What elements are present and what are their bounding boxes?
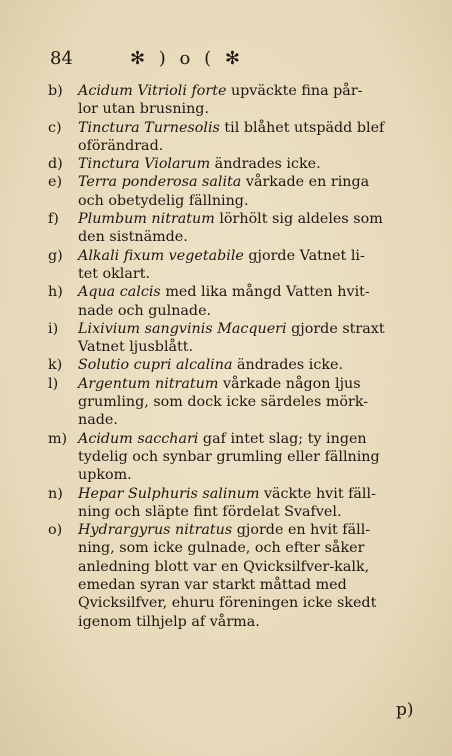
entry-text: Vatnet ljusblått. bbox=[78, 339, 194, 356]
entry-text: upväckte fina pår- bbox=[226, 83, 363, 99]
entry-text: oförändrad. bbox=[78, 137, 164, 154]
entry-list bbox=[48, 82, 428, 631]
entry-text: lor utan brusning. bbox=[78, 101, 210, 118]
latin-reagent: Solutio cupri alcalina bbox=[78, 357, 233, 374]
list-item bbox=[48, 155, 428, 173]
entry-text: gjorde straxt bbox=[286, 320, 385, 337]
entry-letter: l) bbox=[48, 375, 59, 392]
entry-letter: b) bbox=[48, 83, 63, 99]
list-item bbox=[48, 521, 428, 631]
running-head-ornament: ✻ ) o ( ✻ bbox=[130, 48, 244, 69]
entry-text: ändrades icke. bbox=[232, 357, 344, 374]
entry-text: upkom. bbox=[78, 467, 132, 484]
entry-letter: o) bbox=[48, 522, 63, 539]
list-item bbox=[48, 247, 428, 284]
entry-letter: g) bbox=[48, 247, 63, 264]
entry-letter: n) bbox=[48, 485, 63, 502]
entry-text: ning, som icke gulnade, och efter såker bbox=[78, 540, 365, 557]
entry-text: ändrades icke. bbox=[210, 156, 321, 173]
entry-text: vårkade en ringa bbox=[241, 174, 370, 191]
entry-text: gaf intet slag; ty ingen bbox=[198, 430, 367, 447]
entry-text: gjorde en hvit fäll- bbox=[232, 522, 371, 539]
list-item bbox=[48, 210, 428, 247]
latin-reagent: Aqua calcis bbox=[78, 284, 161, 301]
entry-text: grumling, som dock icke särdeles mörk- bbox=[78, 394, 369, 411]
list-item bbox=[48, 82, 428, 119]
latin-reagent: Acidum Vitrioli forte bbox=[78, 83, 227, 99]
page-number: 84 bbox=[50, 48, 73, 69]
entry-letter: e) bbox=[48, 174, 63, 191]
list-item bbox=[48, 283, 428, 320]
list-item bbox=[48, 485, 428, 522]
entry-text: vårkade någon ljus bbox=[218, 375, 361, 392]
entry-text: väckte hvit fäll- bbox=[259, 485, 376, 502]
latin-reagent: Plumbum nitratum bbox=[78, 211, 215, 228]
latin-reagent: Hydrargyrus nitratus bbox=[78, 522, 233, 539]
entry-letter: c) bbox=[48, 119, 62, 136]
list-item bbox=[48, 173, 428, 210]
entry-text: tydelig och synbar grumling eller fällning bbox=[78, 448, 380, 465]
list-item bbox=[48, 375, 428, 430]
catchword: p) bbox=[396, 700, 414, 720]
list-item bbox=[48, 430, 428, 485]
entry-letter: d) bbox=[48, 156, 63, 173]
latin-reagent: Argentum nitratum bbox=[78, 375, 219, 392]
entry-text: igenom tilhjelp af vårma. bbox=[78, 613, 260, 630]
entry-text: och obetydelig fällning. bbox=[78, 192, 249, 209]
list-item bbox=[48, 119, 428, 156]
entry-text: den sistnämde. bbox=[78, 229, 188, 246]
entry-letter: k) bbox=[48, 357, 63, 374]
entry-text: nade och gulnade. bbox=[78, 302, 212, 319]
latin-reagent: Alkali fixum vegetabile bbox=[78, 247, 244, 264]
latin-reagent: Terra ponderosa salita bbox=[78, 174, 242, 191]
page-header bbox=[50, 48, 410, 74]
entry-text: med lika mångd Vatten hvit- bbox=[160, 284, 370, 301]
entry-letter: h) bbox=[48, 284, 63, 301]
entry-text: tet oklart. bbox=[78, 265, 150, 282]
entry-text: nade. bbox=[78, 412, 118, 429]
latin-reagent: Tinctura Violarum bbox=[78, 156, 211, 173]
entry-letter: m) bbox=[48, 430, 68, 447]
latin-reagent: Tinctura Turnesolis bbox=[78, 119, 220, 136]
entry-text: emedan syran var starkt måttad med bbox=[78, 577, 347, 594]
list-item bbox=[48, 356, 428, 374]
latin-reagent: Hepar Sulphuris salinum bbox=[78, 485, 260, 502]
latin-reagent: Lixivium sangvinis Macqueri bbox=[78, 320, 287, 337]
entry-text: anledning blott var en Qvicksilfver-kalk, bbox=[78, 558, 370, 575]
entry-text: Qvicksilfver, ehuru föreningen icke skedt bbox=[78, 595, 377, 612]
list-item bbox=[48, 320, 428, 357]
entry-letter: f) bbox=[48, 211, 59, 228]
entry-text: til blåhet utspädd blef bbox=[219, 119, 385, 136]
entry-text: gjorde Vatnet li- bbox=[243, 247, 365, 264]
latin-reagent: Acidum sacchari bbox=[78, 430, 199, 447]
entry-letter: i) bbox=[48, 320, 59, 337]
entry-text: ning och släpte fint fördelat Svafvel. bbox=[78, 503, 342, 520]
entry-text: lörhölt sig aldeles som bbox=[214, 211, 383, 228]
